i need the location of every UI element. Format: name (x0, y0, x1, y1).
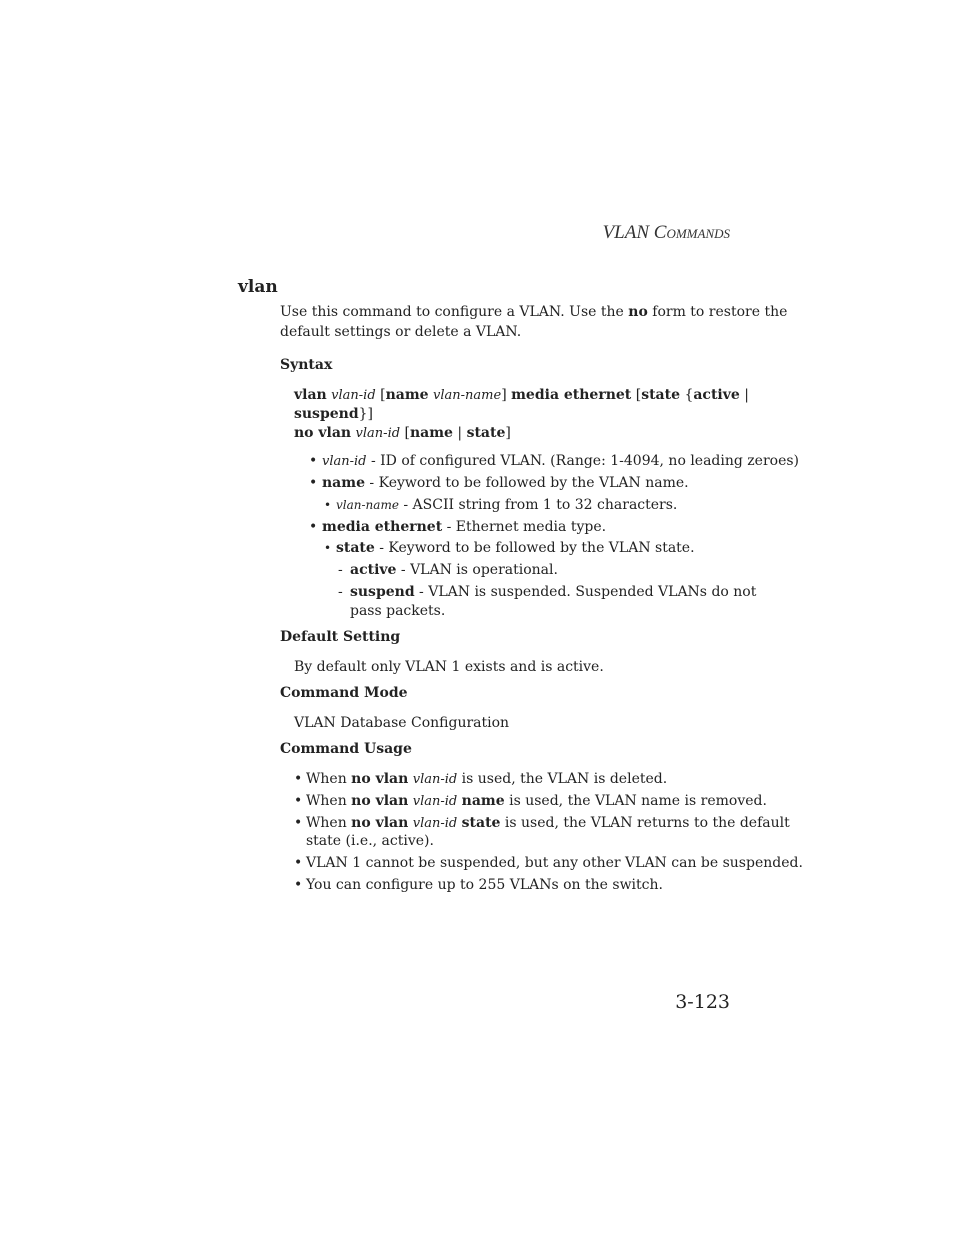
bullet-dot: • (309, 475, 318, 491)
usage-text: When (306, 793, 352, 809)
kw-suspend: suspend (294, 406, 359, 422)
kw-no-vlan: no vlan (294, 425, 352, 441)
param-vlan-id: vlan-id (412, 794, 458, 809)
param-vlan-id: vlan-id (355, 426, 401, 441)
bullet-dot: • (294, 771, 303, 787)
kw-state: state (461, 815, 501, 831)
item-text: - VLAN is operational. (396, 562, 558, 578)
pipe: | (739, 387, 749, 403)
syntax-line-2 (294, 404, 373, 424)
bullet-dot: • (294, 815, 303, 831)
kw-name: name (409, 425, 453, 441)
bracket: [ (631, 387, 642, 403)
header-title-main: VLAN C (602, 222, 667, 243)
param-vlan-id: vlan-id (412, 816, 458, 831)
bracket: ] (501, 387, 512, 403)
kw-vlan: vlan (294, 387, 327, 403)
list-item (336, 495, 677, 515)
bracket: [ (400, 425, 410, 441)
brace: { (680, 387, 694, 403)
bracket: ] (505, 425, 511, 441)
item-key: name (322, 475, 365, 491)
param-vlan-id: vlan-id (331, 388, 376, 403)
usage-item: You can configure up to 255 VLANs on the switch. (306, 877, 663, 893)
intro-no-keyword: no (628, 304, 648, 320)
bracket: [ (375, 387, 386, 403)
kw-media-ethernet: media ethernet (511, 387, 632, 403)
kw-no-vlan: no vlan (351, 815, 409, 831)
item-text: - Keyword to be followed by the VLAN state. (374, 540, 695, 556)
page-number: 3-123 (675, 991, 730, 1013)
usage-text: is used, the VLAN name is removed. (504, 793, 767, 809)
item-text: - VLAN is suspended. Suspended VLANs do not (414, 584, 757, 600)
brace-close: }] (358, 406, 373, 422)
param-vlan-id: vlan-id (412, 772, 458, 787)
default-setting-text: By default only VLAN 1 exists and is active. (294, 659, 604, 675)
item-text: - Ethernet media type. (442, 519, 607, 535)
list-item (336, 538, 695, 558)
kw-no-vlan: no vlan (351, 793, 409, 809)
usage-item: VLAN 1 cannot be suspended, but any other VLAN can be suspended. (306, 855, 803, 871)
list-item (322, 517, 606, 537)
kw-no-vlan: no vlan (351, 771, 409, 787)
item-text: - ID of configured VLAN. (Range: 1-4094, no leading zeroes) (366, 453, 800, 469)
intro-text: form to restore the (647, 304, 788, 320)
running-header (603, 222, 730, 244)
kw-active: active (693, 387, 740, 403)
item-text: - Keyword to be followed by the VLAN name. (364, 475, 689, 491)
syntax-line-1 (294, 385, 749, 406)
bullet-dot: • (324, 541, 332, 555)
section-title: vlan (238, 277, 278, 297)
list-item (322, 451, 799, 472)
command-usage-heading: Command Usage (280, 741, 412, 757)
command-mode-heading: Command Mode (280, 685, 408, 701)
list-item (350, 582, 756, 602)
list-item-continuation: pass packets. (350, 603, 446, 619)
bullet-dot: • (324, 498, 332, 512)
bullet-dot: • (294, 793, 303, 809)
default-setting-heading: Default Setting (280, 629, 401, 645)
bullet-dot: • (309, 453, 318, 469)
intro-line-2: default settings or delete a VLAN. (280, 324, 522, 340)
kw-name: name (385, 387, 429, 403)
command-mode-text: VLAN Database Configuration (294, 715, 510, 731)
usage-text: When (306, 815, 352, 831)
usage-item-continuation: state (i.e., active). (306, 833, 434, 849)
item-key: media ethernet (322, 519, 443, 535)
list-item (322, 473, 689, 493)
syntax-line-3 (294, 423, 511, 444)
item-key: active (350, 562, 397, 578)
item-key: state (336, 540, 375, 556)
header-title-small: OMMANDS (666, 226, 730, 241)
param-vlan-name: vlan-name (433, 388, 502, 403)
item-key: vlan-id (322, 454, 367, 469)
intro-text: Use this command to configure a VLAN. Use the (280, 304, 629, 320)
usage-text: is used, the VLAN returns to the default (500, 815, 790, 831)
bullet-dot: • (309, 519, 318, 535)
bullet-dot: • (294, 855, 303, 871)
item-key: vlan-name (336, 498, 399, 512)
usage-text: When (306, 771, 352, 787)
kw-state: state (466, 425, 506, 441)
bullet-dot: • (294, 877, 303, 893)
syntax-heading: Syntax (280, 357, 333, 373)
pipe: | (452, 425, 467, 441)
intro-line-1 (280, 302, 787, 322)
kw-name: name (461, 793, 505, 809)
list-item (350, 560, 558, 580)
usage-item (306, 791, 767, 812)
bullet-dash: - (338, 562, 343, 578)
usage-item (306, 769, 667, 790)
usage-text: is used, the VLAN is deleted. (457, 771, 668, 787)
bullet-dash: - (338, 584, 343, 600)
kw-state: state (641, 387, 680, 403)
item-key: suspend (350, 584, 415, 600)
item-text: - ASCII string from 1 to 32 characters. (398, 497, 678, 513)
